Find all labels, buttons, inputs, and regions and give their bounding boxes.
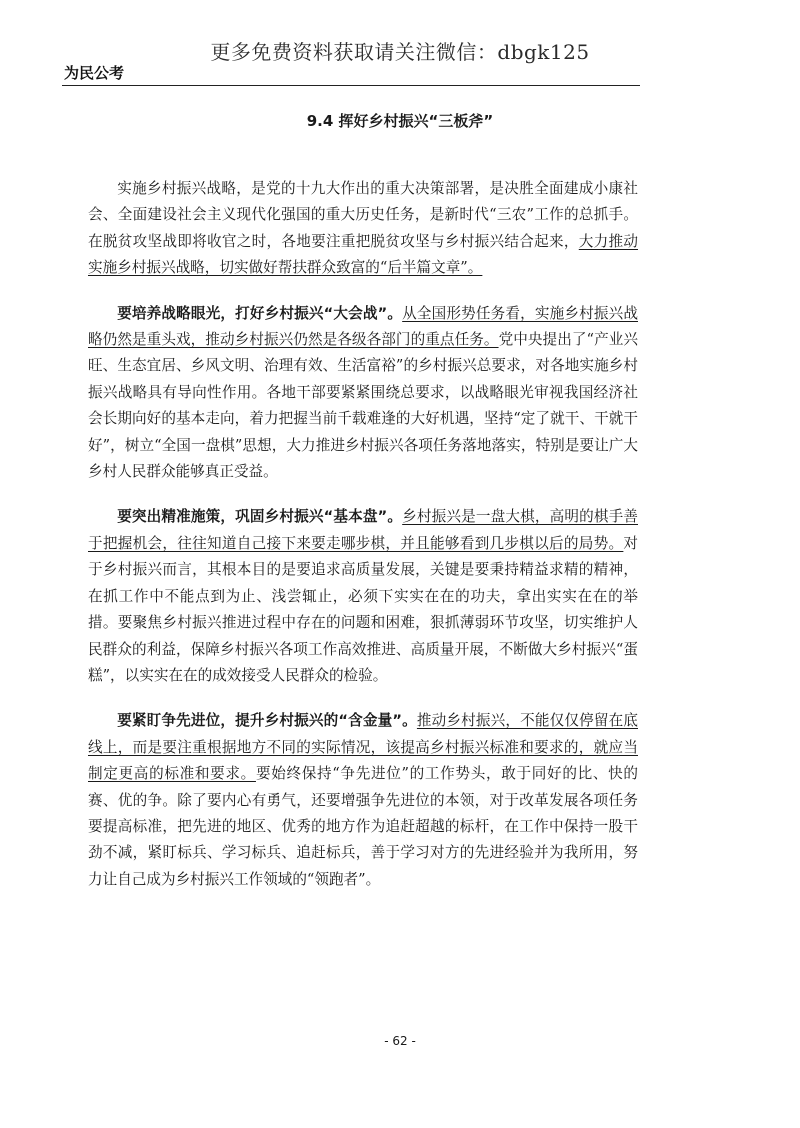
paragraph-text: 要始终保持“争先进位”的工作势头，敢于同好的比、快的赛、优的争。除了要内心有勇气，还要增强争先进位的本领，对于改革发展各项任务要提高标准，把先进的地区、优秀的地方作为追赶超越的标杆，在工作中保持一股干劲不减，紧盯标兵、学习标兵、追赶标兵，善于学习对方的先进经验并为我所用，努力让自己成为乡村振兴工作领域的“领跑者”。 — [88, 765, 638, 888]
article-body — [88, 176, 638, 893]
paragraph-lead: 要培养战略眼光，打好乡村振兴“大会战”。 — [117, 304, 403, 322]
underlined-sentence: 乡村振兴是一盘大棋，高明的棋手善于把握机会，往往知道自己接下来要走哪步棋，并且能够看到几步棋以后的局势。 — [88, 508, 638, 552]
underlined-sentence: 推动乡村振兴，不能仅仅停留在底线上，而是要注重根据地方不同的实际情况，该提高乡村振兴标准和要求的，就应当制定更高的标准和要求。 — [88, 712, 638, 783]
section-title: 9.4 挥好乡村振兴“三板斧” — [306, 112, 494, 130]
paragraph-lead: 要突出精准施策，巩固乡村振兴“基本盘”。 — [117, 508, 403, 526]
underlined-sentence: 大力推动实施乡村振兴战略，切实做好帮扶群众致富的“后半篇文章”。 — [88, 232, 638, 277]
paragraph-lead: 要紧盯争先进位，提升乡村振兴的“含金量”。 — [117, 712, 417, 730]
paragraph-3 — [88, 708, 638, 893]
paragraph-2 — [88, 504, 638, 689]
paragraph-text: 实施乡村振兴战略，是党的十九大作出的重大决策部署，是决胜全面建成小康社会、全面建设社会主义现代化强国的重大历史任务，是新时代“三农”工作的总抓手。在脱贫攻坚战即将收官之时，各地要注重把脱贫攻坚与乡村振兴结合起来， — [88, 180, 638, 250]
page-number: - 62 - — [384, 1034, 416, 1048]
paragraph-1 — [88, 301, 638, 486]
paragraph-text: 党中央提出了“产业兴旺、生态宜居、乡风文明、治理有效、生活富裕”的乡村振兴总要求，对各地实施乡村振兴战略具有导向性作用。各地干部要紧紧围绕总要求，以战略眼光审视我国经济社会长期向好的基本走向，着力把握当前千载难逢的大好机遇，坚持“定了就干、干就干好”，树立“全国一盘棋”思想，大力推进乡村振兴各项任务落地落实，特别是要让广大乡村人民群众能够真正受益。 — [88, 331, 638, 481]
paragraph-intro — [88, 176, 638, 282]
watermark-text: 更多免费资料获取请关注微信：dbgk125 — [210, 40, 590, 64]
underlined-sentence: 从全国形势任务看，实施乡村振兴战略仍然是重头戏，推动乡村振兴仍然是各级各部门的重点任务。 — [88, 304, 638, 349]
header-label: 为民公考 — [64, 64, 125, 82]
header-divider — [62, 85, 640, 86]
paragraph-text: 对于乡村振兴而言，其根本目的是要追求高质量发展，关键是要秉持精益求精的精神，在抓工作中不能点到为止、浅尝辄止，必须下实实在在的功夫，拿出实实在在的举措。要聚焦乡村振兴推进过程中存在的问题和困难，狠抓薄弱环节攻坚，切实维护人民群众的利益，保障乡村振兴各项工作高效推进、高质量开展，不断做大乡村振兴“蛋糕”，以实实在在的成效接受人民群众的检验。 — [88, 534, 638, 684]
